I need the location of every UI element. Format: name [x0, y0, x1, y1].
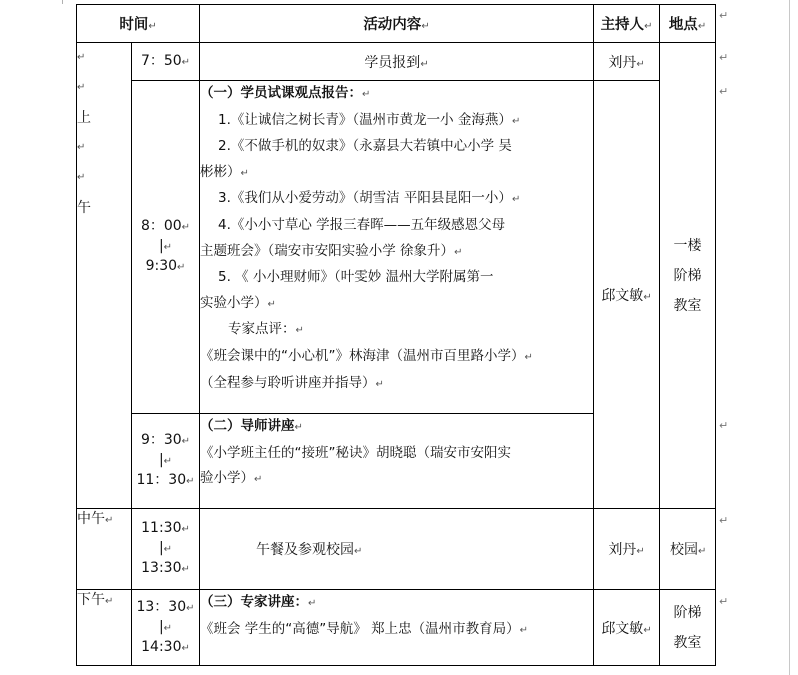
row-end-mark: ↵: [719, 419, 729, 432]
page-margin-line: [62, 0, 63, 4]
row-afternoon: [77, 590, 716, 666]
time-registration: 7：50↵: [132, 43, 200, 81]
place-morning: 一楼 阶梯 教室: [660, 43, 716, 509]
time-afternoon: 13：30↵ |↵ 14:30↵: [132, 590, 200, 666]
host-noon: 刘丹↵: [594, 509, 660, 590]
header-place: 地点↵: [660, 5, 716, 43]
activity-afternoon: [200, 590, 594, 666]
time-session-2: 9：30↵ |↵ 11：30↵: [132, 414, 200, 509]
row-end-mark: ↵: [719, 595, 729, 608]
row-end-mark: ↵: [719, 9, 729, 22]
header-host: 主持人↵: [594, 5, 660, 43]
row-noon: [77, 509, 716, 590]
time-session-1: 8：00↵ |↵ 9:30↵: [132, 81, 200, 414]
header-activity: 活动内容↵: [200, 5, 594, 43]
header-time: 时间↵: [77, 5, 200, 43]
activity-noon: 午餐及参观校园↵: [200, 509, 594, 590]
review-note: （全程参与聆听讲座并指导）↵: [200, 374, 384, 391]
review-line: 《班会课中的“小心机”》林海津（温州市百里路小学）↵: [200, 347, 533, 364]
host-afternoon: 邱文敏↵: [594, 590, 660, 666]
session-1-item-3: 3.《我们从小爱劳动》（胡雪洁 平阳县昆阳一小）↵: [218, 190, 521, 207]
place-noon: 校园↵: [660, 509, 716, 590]
row-end-mark: ↵: [719, 514, 729, 527]
noon-label-cell: 中午↵: [77, 509, 132, 590]
afternoon-line: 《班会 学生的“高德”导航》 郑上忠（温州市教育局）↵: [200, 620, 528, 637]
morning-label-1: 上: [77, 110, 91, 126]
afternoon-label-cell: 下午↵: [77, 590, 132, 666]
activity-session-1: [200, 81, 594, 414]
host-registration: 刘丹↵: [594, 43, 660, 81]
activity-registration: 学员报到↵: [200, 43, 594, 81]
session-2-line-2: 验小学）↵: [200, 470, 263, 487]
header-row: [77, 5, 716, 43]
session-1-item-2b: 彬彬）↵: [200, 163, 249, 180]
place-afternoon: 阶梯 教室: [660, 590, 716, 666]
schedule-table: [76, 4, 716, 666]
session-1-item-2a: 2.《不做手机的奴隶》（永嘉县大若镇中心小学 吴: [218, 138, 512, 155]
activity-session-2: [200, 414, 594, 509]
session-1-item-5a: 5. 《 小小理财师》（叶雯妙 温州大学附属第一: [218, 269, 494, 286]
session-1-heading: （一）学员试课观点报告：↵: [200, 85, 371, 101]
session-1-item-1: 1.《让诚信之树长青》（温州市黄龙一小 金海燕）↵: [218, 111, 521, 128]
session-1-item-4b: 主题班会》（瑞安市安阳实验小学 徐象升）↵: [200, 242, 463, 259]
session-1-item-4a: 4.《小小寸草心 学报三春晖——五年级感恩父母: [218, 216, 506, 233]
host-morning-sessions: 邱文敏↵: [594, 81, 660, 509]
row-session-1: [77, 81, 716, 414]
row-registration: [77, 43, 716, 81]
review-label: 专家点评：↵: [228, 321, 304, 338]
page-right-edge: [789, 0, 790, 675]
morning-label-2: 午: [77, 200, 91, 216]
row-end-mark: ↵: [719, 51, 729, 64]
morning-label-cell: ↵ ↵ 上 ↵ ↵ 午: [77, 43, 132, 509]
afternoon-heading: （三）专家讲座：↵: [200, 594, 317, 610]
row-end-mark: ↵: [719, 85, 729, 98]
session-1-item-5b: 实验小学）↵: [200, 294, 276, 311]
time-noon: 11:30↵ |↵ 13:30↵: [132, 509, 200, 590]
session-2-heading: （二）导师讲座↵: [200, 418, 303, 434]
session-2-line-1: 《小学班主任的“接班”秘诀》胡晓聪（瑞安市安阳实: [200, 444, 512, 461]
